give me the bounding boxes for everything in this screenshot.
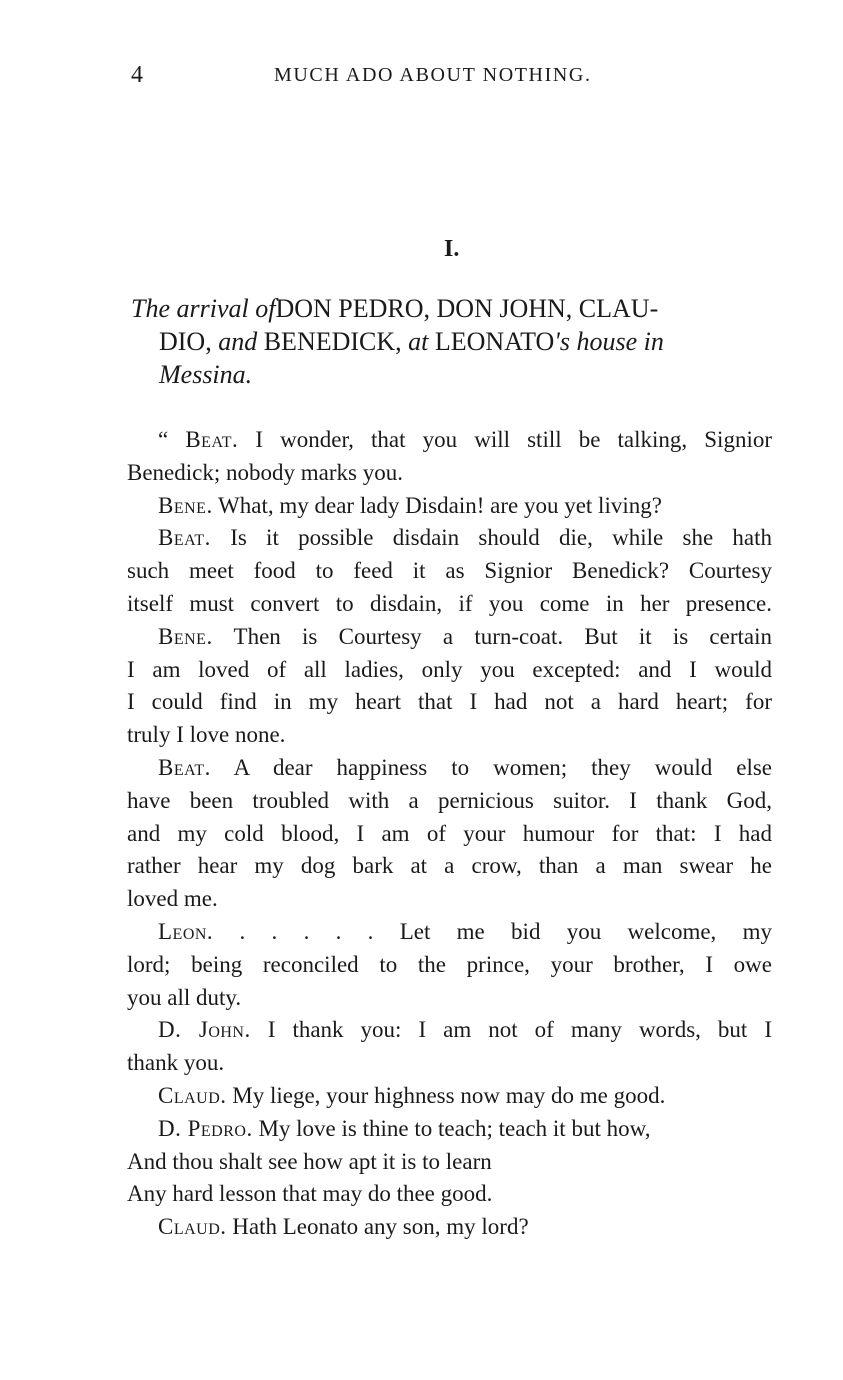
ellipsis: . . . . . bbox=[239, 918, 374, 944]
opening-quote: “ bbox=[158, 427, 169, 452]
speaker-name: Leon. bbox=[158, 918, 214, 944]
speaker-name: Claud. bbox=[158, 1082, 227, 1108]
speech-line: you all duty. bbox=[127, 984, 242, 1010]
heading-messina: Messina. bbox=[159, 360, 253, 389]
heading-arrival: arrival bbox=[176, 294, 249, 323]
speech-line: lord; being reconciled to the prince, your brother, I owe bbox=[127, 951, 772, 977]
speaker-name: Bene. bbox=[158, 623, 213, 649]
speech-line: thank you. bbox=[127, 1050, 225, 1076]
speaker-name: D. John. bbox=[158, 1017, 251, 1043]
heading-the: The bbox=[131, 294, 170, 323]
heading-at: at bbox=[408, 327, 429, 356]
speaker-name: Bene. bbox=[158, 492, 213, 518]
speech-line: I could find in my heart that I had not a hard heart; for bbox=[127, 689, 772, 715]
speech-line: such meet food to feed it as Signior Benedick? Courtesy bbox=[127, 558, 772, 584]
speech-line: have been troubled with a pernicious suitor. I thank God, bbox=[127, 787, 772, 813]
speech-line: truly I love none. bbox=[127, 722, 286, 748]
speaker-name: D. Pedro. bbox=[158, 1115, 253, 1141]
speech-line: What, my dear lady Disdain! are you yet living? bbox=[218, 492, 662, 518]
speech-line: loved me. bbox=[127, 886, 218, 912]
heading-leonato: LEONATO bbox=[434, 327, 555, 356]
section-heading bbox=[131, 292, 771, 391]
speech-line: My liege, your highness now may do me good. bbox=[232, 1082, 666, 1108]
running-title: MUCH ADO ABOUT NOTHING. bbox=[274, 64, 592, 86]
speech-line: I wonder, that you will still be talking, Signior bbox=[255, 427, 772, 452]
speech-line: I thank you: I am not of many words, but I bbox=[267, 1017, 772, 1043]
dialogue-text bbox=[127, 424, 772, 1244]
speech-line: Is it possible disdain should die, while she hath bbox=[230, 525, 773, 551]
speech-line: rather hear my dog bark at a crow, than a man swear he bbox=[127, 853, 772, 879]
speech-line: My love is thine to teach; teach it but how, bbox=[258, 1115, 651, 1141]
heading-and: and bbox=[218, 327, 258, 356]
verse-line: And thou shalt see how apt it is to learn bbox=[127, 1148, 492, 1174]
speaker-name: Beat. bbox=[158, 754, 211, 780]
speaker-name: Claud. bbox=[158, 1214, 227, 1240]
speech-line: Benedick; nobody marks you. bbox=[127, 459, 403, 485]
heading-benedick: BENEDICK, bbox=[263, 327, 402, 356]
speech-line: A dear happiness to women; they would else bbox=[233, 754, 772, 780]
verse-line: Any hard lesson that may do thee good. bbox=[127, 1181, 493, 1207]
speech-line: Let me bid you welcome, my bbox=[399, 918, 772, 944]
speaker-name: Beat. bbox=[158, 525, 211, 551]
speech-line: and my cold blood, I am of your humour for that: I had bbox=[127, 820, 772, 846]
page-number: 4 bbox=[131, 62, 143, 88]
speech-line: I am loved of all ladies, only you excepted: and I would bbox=[127, 656, 772, 682]
section-numeral: I. bbox=[444, 236, 460, 262]
heading-of: of bbox=[255, 294, 276, 323]
speech-line: Hath Leonato any son, my lord? bbox=[232, 1214, 529, 1240]
speech-line: itself must convert to disdain, if you come in her presence. bbox=[127, 590, 772, 616]
heading-dio: DIO, bbox=[159, 327, 212, 356]
heading-house-in: 's house in bbox=[554, 327, 664, 356]
heading-names: DON PEDRO, DON JOHN, CLAU- bbox=[275, 294, 659, 323]
speech-line: Then is Courtesy a turn-coat. But it is certain bbox=[233, 623, 772, 649]
speaker-name: Beat. bbox=[185, 427, 239, 452]
